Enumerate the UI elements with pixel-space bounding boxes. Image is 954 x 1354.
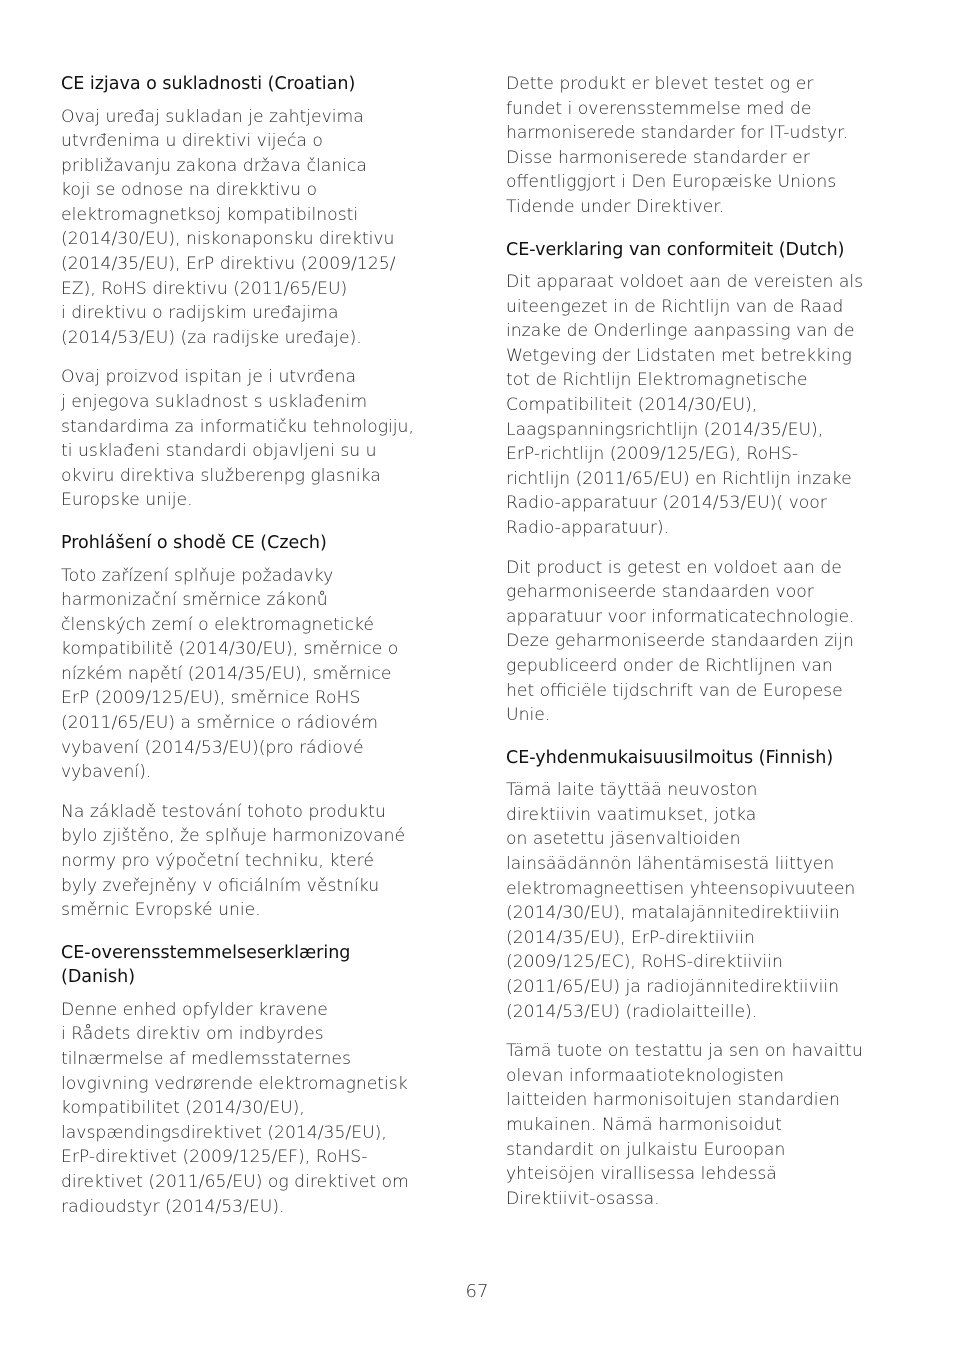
- danish-declaration: [61, 941, 456, 1219]
- dutch-declaration: [506, 238, 901, 728]
- croatian-declaration: [61, 72, 456, 513]
- section-heading-croatian: CE izjava o sukladnosti (Croatian): [61, 74, 356, 94]
- section-heading-finnish: CE-yhdenmukaisuusilmoitus (Finnish): [506, 747, 834, 768]
- czech-paragraph-1: Toto zařízení splňuje požadavky harmonizační směrnice zákonů členských zemí o elektromagnetické kompatibilitě (2014/30/EU), směrnice o nízkém napětí (2014/35/EU), směrnice ErP (2009/125/EU), směrnice RoHS (2011/65/EU) a směrnice o rádiovém vybavení (2014/53/EU)(pro rádiové vybavení).: [61, 565, 399, 783]
- section-heading-danish: CE-overensstemmelseserklæring (Danish): [61, 942, 351, 988]
- finnish-paragraph-2: Tämä tuote on testattu ja sen on havaittu olevan informaatioteknologisten laitteiden harmonisoitujen standardien mukainen. Nämä harmonisoidut standardit on julkaistu Euroopan yhteisöjen virallisessa lehdessä Direktiivit-osassa.: [506, 1041, 863, 1209]
- finnish-declaration: [506, 746, 901, 1212]
- dutch-paragraph-2: Dit product is getest en voldoet aan de geharmoniseerde standaarden voor apparatuur voor informaticatechnologie. Deze geharmoniseerde standaarden zijn gepubliceerd onder de Richtlijnen van het officiële tijdschrift van de Europese Unie.: [506, 557, 855, 726]
- czech-paragraph-2: Na základě testování tohoto produktu bylo zjištěno, že splňuje harmonizované normy pro výpočetní techniku, které byly zveřejněny v oficiálním věstníku směrnic Evropské unie.: [61, 801, 406, 921]
- croatian-paragraph-2: Ovaj proizvod ispitan je i utvrđena j enjegova sukladnost s usklađenim standardima za informatičku tehnologiju, ti usklađeni standardi objavljeni su u okviru direktiva služberenpg glasnika Europske unije.: [61, 367, 414, 511]
- right-column: [506, 72, 901, 1226]
- finnish-paragraph-1: Tämä laite täyttää neuvoston direktiivin vaatimukset, jotka on asetettu jäsenvaltioiden lainsäädännön lähentämisestä liittyen elektromagneettisen yhteensopivuuteen (2014/30/EU), matalajännitedirektiiviin (2014/35/EU), ErP-direktiiviin (2009/125/EC), RoHS-direktiiviin (2011/65/EU) ja radiojännitedirektiiviin (2014/53/EU) (radiolaitteille).: [506, 780, 856, 1022]
- page-number: 67: [465, 1281, 489, 1302]
- section-heading-dutch: CE-verklaring van conformiteit (Dutch): [506, 239, 845, 260]
- section-heading-czech: Prohlášení o shodě CE (Czech): [61, 533, 327, 553]
- croatian-paragraph-1: Ovaj uređaj sukladan je zahtjevima utvrđenima u direktivi vijeća o približavanju zakona država članica koji se odnose na direkktivu o elektromagnetksoj kompatibilnosti (2014/30/EU), niskonaponsku direktivu (2014/35/EU), ErP direktivu (2009/125/ EZ), RoHS direktivu (2011/65/EU) i direktivu o radijskim uređajima (2014/53/EU) (za radijske uređaje).: [61, 106, 396, 348]
- left-column: [61, 72, 456, 1234]
- danish-paragraph-2: Dette produkt er blevet testet og er fundet i overensstemmelse med de harmoniserede standarder for IT-udstyr. Disse harmoniserede standarder er offentliggjort i Den Europæiske Unions Tidende under Direktiver.: [506, 74, 849, 217]
- danish-paragraph-1: Denne enhed opfylder kravene i Rådets direktiv om indbyrdes tilnærmelse af medlemsstaternes lovgivning vedrørende elektromagnetisk kompatibilitet (2014/30/EU), lavspændingsdirektivet (2014/35/EU), ErP-direktivet (2009/125/EF), RoHS- direktivet (2011/65/EU) og direktivet om radioudstyr (2014/53/EU).: [61, 999, 409, 1217]
- danish-declaration-continued: [506, 72, 901, 220]
- dutch-paragraph-1: Dit apparaat voldoet aan de vereisten als uiteengezet in de Richtlijn van de Raad inzake de Onderlinge aanpassing van de Wetgeving der Lidstaten met betrekking tot de Richtlijn Elektromagnetische Compatibiliteit (2014/30/EU), Laagspanningsrichtlijn (2014/35/EU), ErP-richtlijn (2009/125/EG), RoHS- richtlijn (2011/65/EU) en Richtlijn inzake Radio-apparatuur (2014/53/EU)( voor Radio-apparatuur).: [506, 272, 864, 538]
- czech-declaration: [61, 531, 456, 923]
